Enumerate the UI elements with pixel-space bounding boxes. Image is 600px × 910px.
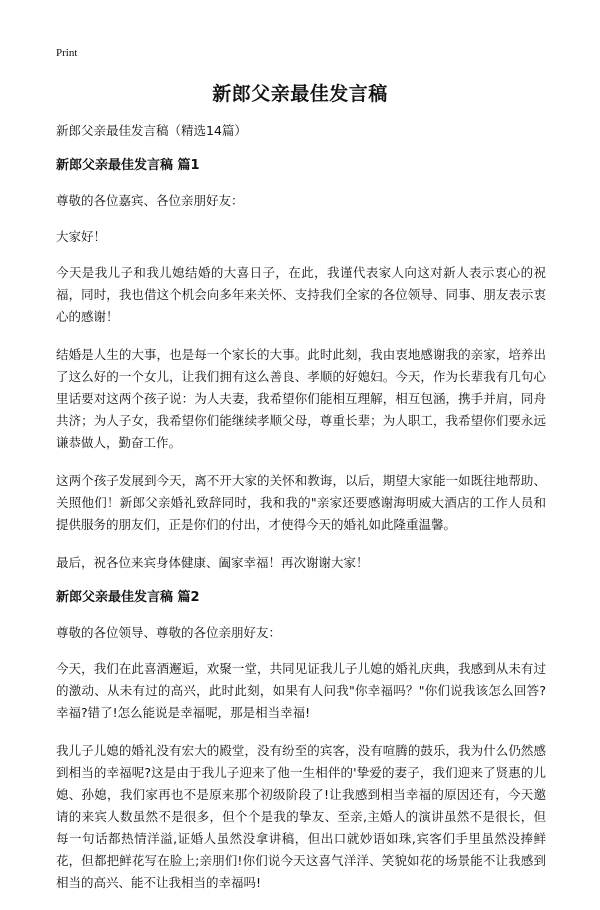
paragraph: 尊敬的各位领导、尊敬的各位亲朋好友： (56, 625, 282, 640)
paragraph: 我儿子儿媳的婚礼没有宏大的殿堂，没有纷至的宾客，没有喧腾的鼓乐，我为什么仍然感到相当的幸福呢?这是由于我儿子迎来了他一生相伴的'挚爱的妻子，我们迎来了贤惠的儿媳、孙媳，我们家再也不是原来那个初级阶段了!让我感到相当幸福的原因还有，今天邀请的来宾人数虽然不是很多，但个个是我的挚友、至亲,主婚人的演讲虽然不是很长，但每一句话都热情洋溢,证婚人虽然没拿讲稿，但出口就妙语如珠,宾客们手里虽然没捧鲜花，但都把鲜花写在脸上;亲朋们!你们说今天这喜气洋洋、笑貌如花的场景能不让我感到相当的高兴、能不让我相当的幸福吗! (56, 743, 546, 890)
document-body (56, 120, 546, 910)
paragraph: 最后，祝各位来宾身体健康、阖家幸福！再次谢谢大家！ (56, 555, 369, 570)
paragraph: 这两个孩子发展到今天，离不开大家的关怀和教诲，以后，期望大家能一如既往地帮助、关照他们！新郎父亲婚礼致辞同时，我和我的"亲家还要感谢海明威大酒店的工作人员和提供服务的朋友们，正是你们的付出，才使得今天的婚礼如此隆重温馨。 (56, 473, 546, 532)
paragraph: 今天，我们在此喜酒邂逅，欢聚一堂，共同见证我儿子儿媳的婚礼庆典，我感到从未有过的激动、从未有过的高兴，此时此刻，如果有人问我"你幸福吗？"你们说我该怎么回答?幸福?错了!怎么能说是幸福呢，那是相当幸福! (56, 661, 546, 720)
print-link[interactable]: Print (56, 47, 78, 59)
document-subtitle: 新郎父亲最佳发言稿（精选14篇） (56, 123, 247, 138)
document-title: 新郎父亲最佳发言稿 (212, 83, 388, 105)
paragraph: 尊敬的各位嘉宾、各位亲朋好友： (56, 193, 244, 208)
paragraph: 大家好！ (56, 229, 107, 244)
paragraph: 结婚是人生的大事，也是每一个家长的大事。此时此刻，我由衷地感谢我的亲家，培养出了这么好的一个女儿，让我们拥有这么善良、孝顺的好媳妇。今天，作为长辈我有几句心里话要对这两个孩子说：为人夫妻，我希望你们能相互理解，相互包涵，携手并肩，同舟共济；为人子女，我希望你们能继续孝顺父母，尊重长辈；为人职工，我希望你们要永远谦恭做人，勤奋工作。 (56, 347, 546, 450)
section-heading-1: 新郎父亲最佳发言稿 篇1 (56, 158, 200, 173)
paragraph: 今天是我儿子和我儿媳结婚的大喜日子，在此，我谨代表家人向这对新人表示衷心的祝福，同时，我也借这个机会向多年来关怀、支持我们全家的各位领导、同事、朋友表示衷心的感谢！ (56, 265, 546, 324)
section-heading-2: 新郎父亲最佳发言稿 篇2 (56, 590, 200, 605)
